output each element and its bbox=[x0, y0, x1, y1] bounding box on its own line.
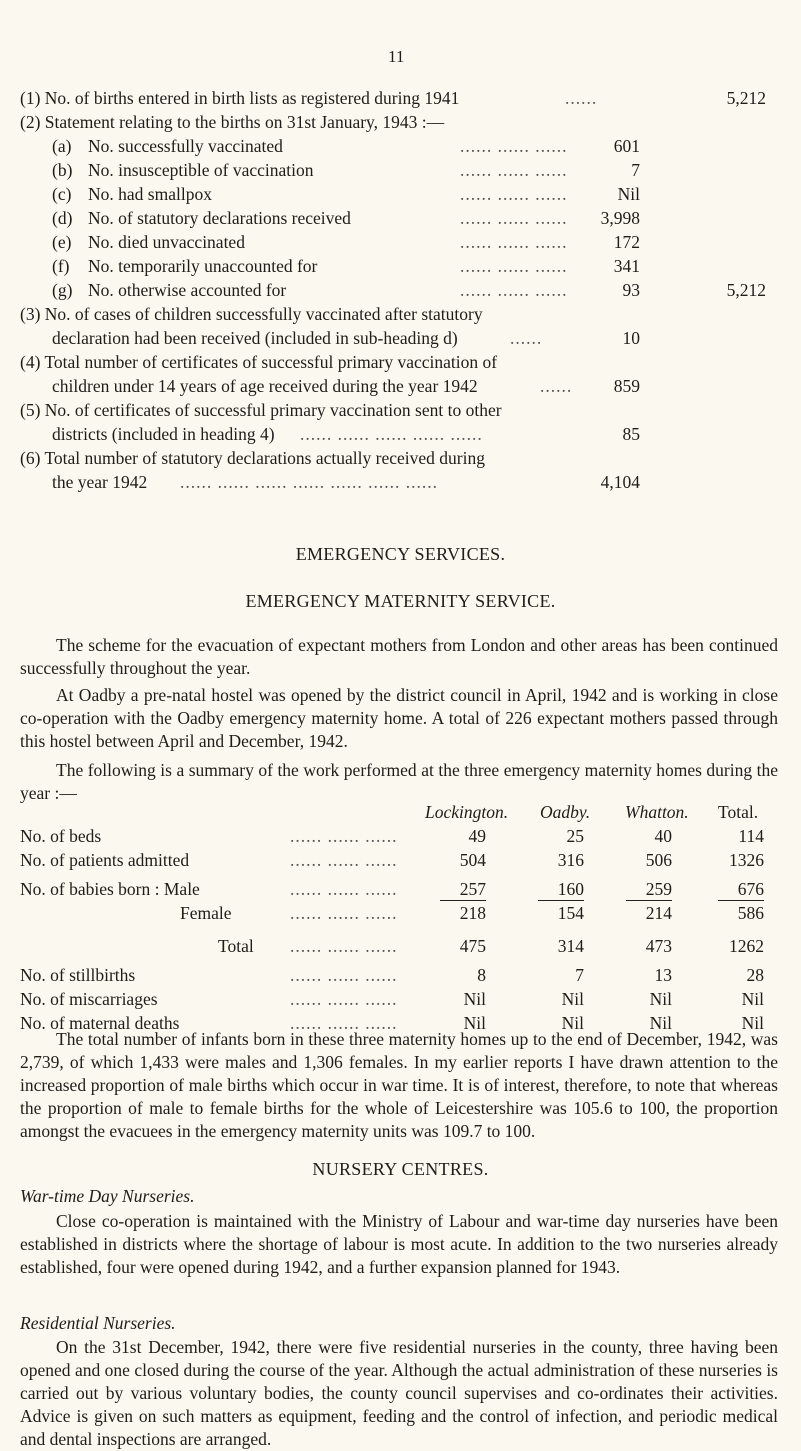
item-1-label: (1) No. of births entered in birth lists as registered during 1941 bbox=[20, 88, 460, 108]
table-cell: 314 bbox=[557, 936, 584, 956]
paragraph-infants-born: The total number of infants born in these three maternity homes up to the end of December, 1942, was 2,739, of which 1,433 were males and 1,306 females. In my earlier reports I have drawn attention to the increased proportion of male births which occur in war time. It is of interest, therefore, to note that whereas the proportion of male to female births for the whole of Leicestershire was 105.6 to 100, the proportion amongst the evacuees in the emergency maternity units was 109.7 to 100. bbox=[20, 1029, 778, 1142]
table-row-label: Total bbox=[218, 936, 254, 956]
table-cell: 214 bbox=[645, 903, 672, 923]
table-cell: 28 bbox=[746, 965, 764, 985]
table-cell: 25 bbox=[566, 826, 584, 846]
item-5-value: 85 bbox=[622, 424, 640, 444]
table-cell: 49 bbox=[468, 826, 486, 846]
wartime-subheading: War-time Day Nurseries. bbox=[20, 1186, 195, 1206]
paragraph-residential-nurseries: On the 31st December, 1942, there were five residential nurseries in the county, three having been opened and one closed during the course of the year. Although the actual administration of these nurseries is carried out by various voluntary bodies, the county council supervises and co-ordinates their activities. Advice is given on such matters as equipment, feeding and the control of infection, and periodic medical and dental inspections are arranged. bbox=[20, 1337, 778, 1450]
item-1-total: 5,212 bbox=[726, 88, 766, 108]
total-rule-2 bbox=[538, 900, 584, 901]
table-cell: 218 bbox=[459, 903, 486, 923]
item-3-line1: (3) No. of cases of children successfully vaccinated after statutory bbox=[20, 304, 483, 324]
item-2-heading: (2) Statement relating to the births on 31st January, 1943 :— bbox=[20, 112, 445, 132]
paragraph-evacuation: The scheme for the evacuation of expectant mothers from London and other areas has been continued successfully throughout the year. bbox=[20, 635, 778, 679]
table-cell: Nil bbox=[463, 989, 486, 1009]
item-6-value: 4,104 bbox=[600, 472, 640, 492]
table-cell: 13 bbox=[654, 965, 672, 985]
subitem-value: 601 bbox=[613, 136, 640, 156]
subitem-key: (d) bbox=[52, 208, 73, 228]
nursery-heading: NURSERY CENTRES. bbox=[312, 1159, 489, 1179]
table-cell: 316 bbox=[557, 850, 584, 870]
table-cell: 257 bbox=[459, 879, 486, 899]
item-6-line2: the year 1942 bbox=[52, 472, 148, 492]
table-cell: 473 bbox=[645, 936, 672, 956]
table-cell: Nil bbox=[463, 1013, 486, 1033]
table-row-label: No. of babies born : Male bbox=[20, 879, 200, 899]
table-row-label: No. of maternal deaths bbox=[20, 1013, 180, 1033]
table-cell: Nil bbox=[561, 1013, 584, 1033]
item-4-line2: children under 14 years of age received during the year 1942 bbox=[52, 376, 478, 396]
maternity-heading: EMERGENCY MATERNITY SERVICE. bbox=[245, 591, 556, 611]
subitem-key: (a) bbox=[52, 136, 72, 156]
total-rule-1 bbox=[440, 900, 486, 901]
table-row-label: No. of beds bbox=[20, 826, 102, 846]
table-cell: 1262 bbox=[729, 936, 764, 956]
table-cell: 160 bbox=[557, 879, 584, 899]
col-header-lockington: Lockington. bbox=[425, 802, 509, 822]
item-3-line2: declaration had been received (included in sub-heading d) bbox=[52, 328, 458, 348]
table-cell: 1326 bbox=[729, 850, 764, 870]
subitem-key: (b) bbox=[52, 160, 73, 180]
table-cell: 8 bbox=[477, 965, 486, 985]
total-rule-3 bbox=[626, 900, 672, 901]
document-page: 11 (1) No. of births entered in birth lists as registered during 1941 ...... 5,212 (2) Statement relating to the births on 31st January, 1943 :— (a) No. successfully vaccinated ...... ...... ...... 601 (b) No. insusceptible of vaccination ...... ...... ...... 7 (c) No. had smallpox ...... ...... ...... Nil (d) No. of statutory declarations received ...... ...... ...... 3,998 (e) No. died unvaccinated ...... ...... ...... 172 (f) No. temporarily unaccounted for ...... ...... ...... 341 (g) No. otherwise accounted for ...... ...... ...... 93 5,212 (3) No. of cases of children successfully vaccinated after statutory declaration had been received (included in sub-heading d) ...... 10 (4) Total number of certificates of successful primary vaccination of children under 14 years of age received during the year 1942 ...... 859 (5) No. of certificates of successful primary vaccination sent to other districts (included in heading 4) ...... ...... ...... ...... ...... 85 (6) Total number of statutory declarations actually received during the year 1942 ...... ...... ...... ...... ...... ...... ...... 4,104 EMERGENCY SERVICES. EMERGENCY MATERNITY SERVICE. The scheme for the evacuation of expectant mothers from London and other areas has been continued successfully throughout the year. At Oadby a pre-natal hostel was opened by the district council in April, 1942 and is working in close co-operation with the Oadby emergency maternity home. A total of 226 expectant mothers passed through this hostel between April and December, 1942. The following is a summary of the work performed at the three emergency maternity homes during the year :— Lockington. Oadby. Whatton. Total. No. of beds ...... ...... ...... 49 25 40 114 No. of patients admitted ...... ...... ...... 504 316 506 1326 No. of babies born : Male ...... ...... ...... 257 160 259 676 Female ...... ...... ...... 218 154 214 586 Total ...... ...... ...... 475 314 473 1262 No. of stillbirths ...... ...... ...... 8 7 13 28 No. of miscarriages ...... ...... ...... Nil Nil Nil Nil No. of maternal deaths ...... ...... ...... Nil Nil Nil Nil The total number of infants born in these three maternity homes up to the end of December, 1942, was 2,739, of which 1,433 were males and 1,306 females. In my earlier reports I have drawn attention to the increased proportion of male births which occur in war time. It is of interest, therefore, to note that whereas the proportion of male to female births for the whole of Leicestershire was 105.6 to 100, the proportion amongst the evacuees in the emergency maternity units was 109.7 to 100. NURSERY CENTRES. War-time Day Nurseries. Close co-operation is maintained with the Ministry of Labour and war-time day nurseries have been established in districts where the shortage of labour is most acute. In addition to the two nurseries already established, four were opened during 1942, and a further expansion planned for 1943. Residential Nurseries. On the 31st December, 1942, there were five residential nurseries in the county, three having been opened and one closed during the course of the year. Although the actual administration of these nurseries is carried out by various voluntary bodies, the county council supervises and co-ordinates their activities. Advice is given on such matters as equipment, feeding and the control of infection, and periodic medical and dental inspections are arranged. bbox=[0, 0, 801, 1437]
col-header-total: Total. bbox=[718, 802, 759, 822]
subitem-label: No. successfully vaccinated bbox=[88, 136, 283, 156]
table-cell: Nil bbox=[741, 1013, 764, 1033]
item-6-line1: (6) Total number of statutory declarations actually received during bbox=[20, 448, 485, 468]
table-cell: 676 bbox=[737, 879, 764, 899]
item-5-line1: (5) No. of certificates of successful primary vaccination sent to other bbox=[20, 400, 502, 420]
subitem-value: 3,998 bbox=[600, 208, 640, 228]
subitem-key: (e) bbox=[52, 232, 72, 252]
subitem-key: (c) bbox=[52, 184, 72, 204]
table-cell: Nil bbox=[561, 989, 584, 1009]
table-cell: 7 bbox=[575, 965, 584, 985]
residential-subheading: Residential Nurseries. bbox=[20, 1313, 176, 1333]
subitem-label: No. temporarily unaccounted for bbox=[88, 256, 318, 276]
subitem-value: 93 bbox=[622, 280, 640, 300]
subitem-label: No. otherwise accounted for bbox=[88, 280, 287, 300]
paragraph-hostel: At Oadby a pre-natal hostel was opened by the district council in April, 1942 and is working in close co-operation with the Oadby emergency maternity home. A total of 226 expectant mothers passed through this hostel between April and December, 1942. bbox=[20, 685, 778, 752]
subitem-label: No. had smallpox bbox=[88, 184, 212, 204]
table-row-label: No. of miscarriages bbox=[20, 989, 158, 1009]
table-cell: 475 bbox=[459, 936, 486, 956]
item-5-line2: districts (included in heading 4) bbox=[52, 424, 275, 444]
subitem-value: 7 bbox=[631, 160, 640, 180]
page-number: 11 bbox=[388, 47, 405, 66]
paragraph-day-nurseries: Close co-operation is maintained with the Ministry of Labour and war-time day nurseries have been established in districts where the shortage of labour is most acute. In addition to the two nurseries already established, four were opened during 1942, and a further expansion planned for 1943. bbox=[20, 1211, 778, 1278]
subitem-value: 341 bbox=[613, 256, 640, 276]
table-row-label: No. of patients admitted bbox=[20, 850, 190, 870]
paragraph-summary-intro: The following is a summary of the work performed at the three emergency maternity homes during the year :— bbox=[20, 760, 778, 804]
table-cell: Nil bbox=[649, 989, 672, 1009]
subitems-total: 5,212 bbox=[726, 280, 766, 300]
subitem-value: 172 bbox=[613, 232, 640, 252]
subitem-label: No. insusceptible of vaccination bbox=[88, 160, 314, 180]
item-4-line1: (4) Total number of certificates of successful primary vaccination of bbox=[20, 352, 498, 372]
col-header-whatton: Whatton. bbox=[625, 802, 689, 822]
col-header-oadby: Oadby. bbox=[540, 802, 591, 822]
table-cell: Nil bbox=[649, 1013, 672, 1033]
item-4-value: 859 bbox=[613, 376, 640, 396]
table-cell: 40 bbox=[654, 826, 672, 846]
table-cell: 114 bbox=[738, 826, 764, 846]
table-cell: 259 bbox=[645, 879, 672, 899]
table-cell: Nil bbox=[741, 989, 764, 1009]
total-rule-4 bbox=[718, 900, 764, 901]
subitem-key: (f) bbox=[52, 256, 70, 276]
table-cell: 504 bbox=[459, 850, 486, 870]
table-cell: 506 bbox=[645, 850, 672, 870]
subitem-value: Nil bbox=[617, 184, 640, 204]
table-cell: 154 bbox=[557, 903, 584, 923]
item-3-value: 10 bbox=[622, 328, 640, 348]
subitem-label: No. of statutory declarations received bbox=[88, 208, 351, 228]
table-row-label: Female bbox=[180, 903, 232, 923]
subitem-key: (g) bbox=[52, 280, 73, 300]
table-cell: 586 bbox=[737, 903, 764, 923]
table-row-label: No. of stillbirths bbox=[20, 965, 136, 985]
subitem-label: No. died unvaccinated bbox=[88, 232, 245, 252]
emergency-services-heading: EMERGENCY SERVICES. bbox=[295, 544, 506, 564]
